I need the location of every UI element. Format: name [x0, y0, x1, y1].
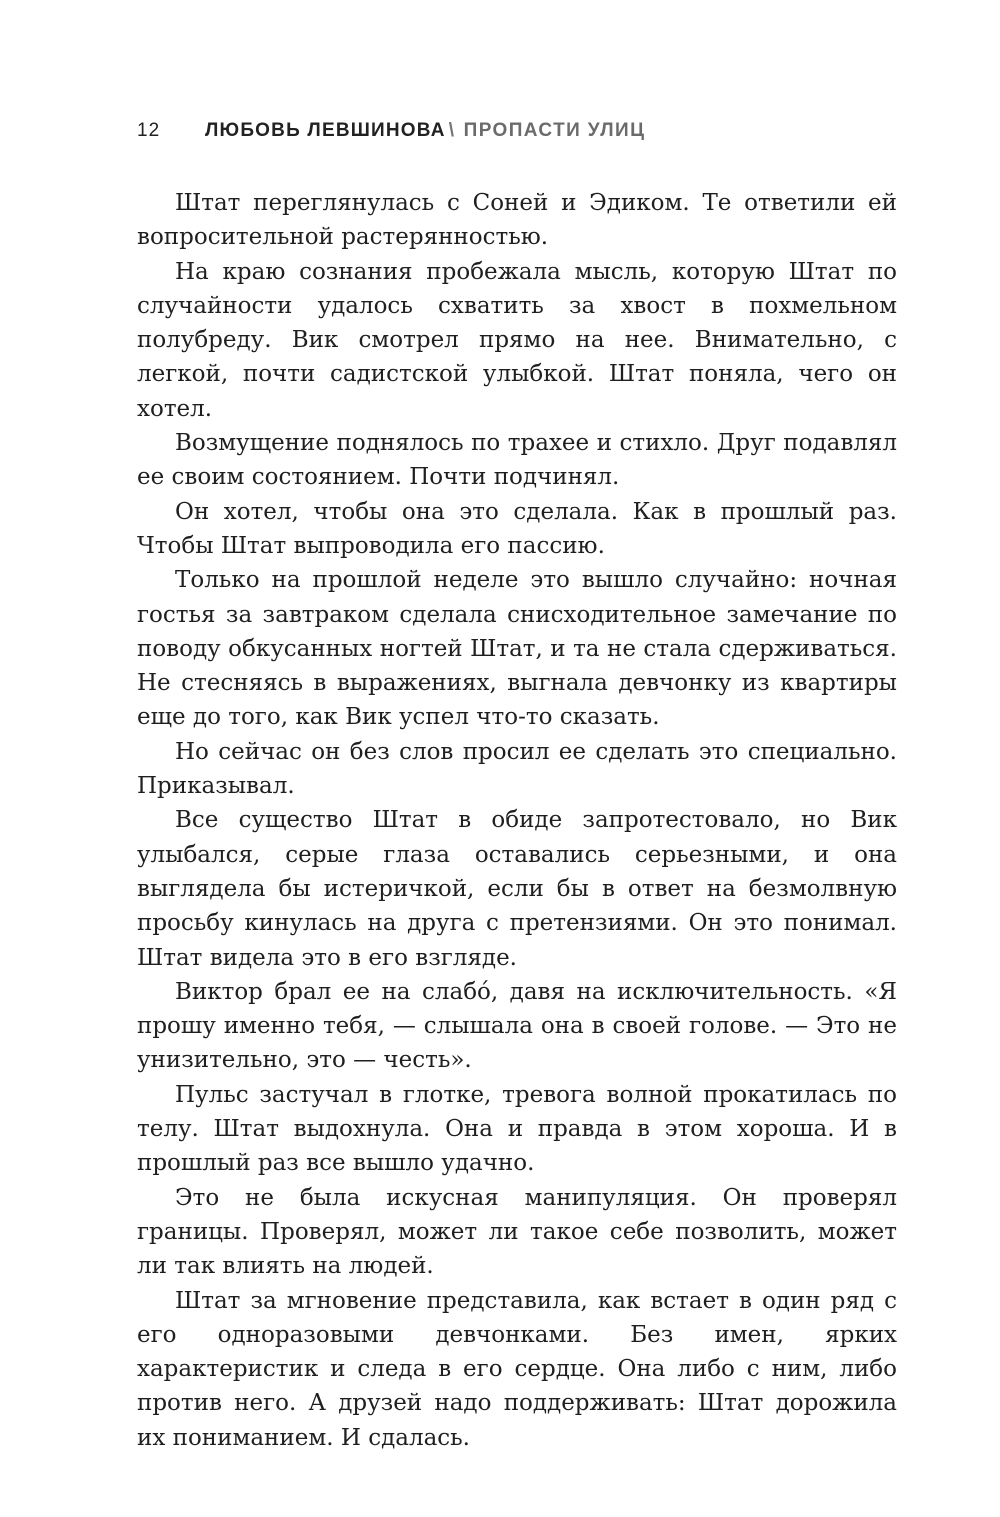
book-title: ПРОПАСТИ УЛИЦ — [463, 120, 646, 141]
paragraph: Только на прошлой неделе это вышло случайно: ночная гостья за завтраком сделала снисходительное замечание по поводу обкусанных ногтей Штат, и та не стала сдерживаться. Не стесняясь в выражениях, выгнала девчонку из квартиры еще до того, как Вик успел что-то сказать. — [137, 567, 897, 731]
paragraph: Это не была искусная манипуляция. Он проверял границы. Проверял, может ли такое себе позволить, может ли так влиять на людей. — [137, 1184, 897, 1280]
header-separator: \ — [448, 120, 456, 141]
paragraph: Возмущение поднялось по трахее и стихло. Друг подавлял ее своим состоянием. Почти подчинял. — [137, 430, 897, 491]
body-text — [137, 186, 897, 1455]
paragraph: Виктор брал ее на слабо́, давя на исключительность. «Я прошу именно тебя, — слышала она в своей голове. — Это не унизительно, это — честь». — [137, 978, 897, 1074]
author-name-group — [205, 120, 645, 142]
paragraph: Пульс застучал в глотке, тревога волной прокатилась по телу. Штат выдохнула. Она и правда в этом хороша. И в прошлый раз все вышло удачно. — [137, 1081, 897, 1177]
paragraph: Но сейчас он без слов просил ее сделать это специально. Приказывал. — [137, 738, 897, 800]
author-name: ЛЮБОВЬ ЛЕВШИНОВА — [205, 120, 446, 141]
paragraph: На краю сознания пробежала мысль, которую Штат по случайности удалось схватить за хвост в похмельном полубреду. Вик смотрел прямо на нее. Внимательно, с легкой, почти садистской улыбкой. Штат поняла, чего он хотел. — [137, 258, 897, 422]
page-number: 12 — [137, 120, 161, 141]
paragraph: Он хотел, чтобы она это сделала. Как в прошлый раз. Чтобы Штат выпроводила его пассию. — [137, 498, 897, 559]
paragraph: Все существо Штат в обиде запротестовало, но Вик улыбался, серые глаза оставались серьезными, и она выглядела бы истеричкой, если бы в ответ на безмолвную просьбу кинулась на друга с претензиями. Он это понимал. Штат видела это в его взгляде. — [137, 807, 897, 971]
running-head — [137, 120, 897, 150]
paragraph: Штат за мгновение представила, как встает в один ряд с его одноразовыми девчонками. Без имен, ярких характеристик и следа в его сердце. Она либо с ним, либо против него. А друзей надо поддерживать: Штат дорожила их пониманием. И сдалась. — [137, 1287, 897, 1451]
paragraph: Штат переглянулась с Соней и Эдиком. Те ответили ей вопросительной растерянностью. — [137, 190, 897, 251]
